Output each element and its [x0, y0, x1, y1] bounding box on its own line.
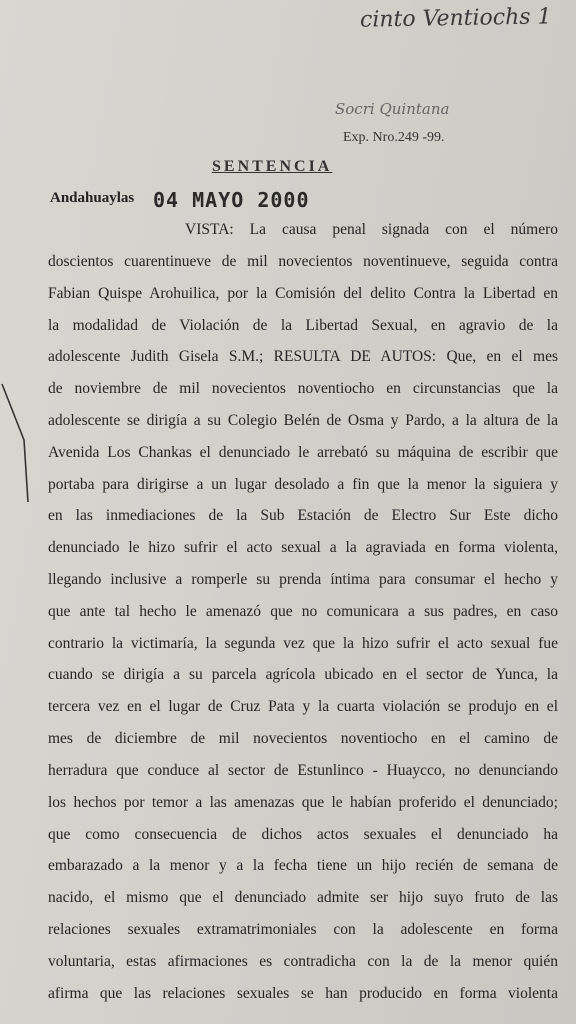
body-line: tercera vez en el lugar de Cruz Pata y la cuarta violación se produjo en el	[48, 698, 558, 715]
body-line: VISTA: La causa penal signada con el número	[185, 221, 558, 238]
body-line: los hechos por temor a las amenazas que le habían proferido el denunciado;	[48, 794, 558, 811]
body-line: de noviembre de mil novecientos noventiocho en circunstancias que la	[48, 380, 558, 397]
body-line: cuando se dirigía a su parcela agrícola ubicado en el sector de Yunca, la	[48, 666, 558, 683]
body-line: que como consecuencia de dichos actos sexuales el denunciado ha	[48, 826, 558, 843]
body-line: Fabian Quispe Arohuilica, por la Comisión del delito Contra la Libertad en	[48, 285, 558, 302]
body-line: herradura que conduce al sector de Estunlinco - Huaycco, no denunciando	[48, 762, 558, 779]
date-stamp: 04 MAYO 2000	[153, 188, 310, 212]
handwritten-signature-note: Socri Quintana	[335, 100, 450, 118]
body-line: relaciones sexuales extramatrimoniales con la adolescente en forma	[48, 921, 558, 938]
handwritten-page-number: cinto Ventiochs 1	[359, 4, 552, 33]
body-line: adolescente se dirigía a su Colegio Belén de Osma y Pardo, a la altura de la	[48, 412, 558, 429]
body-line: adolescente Judith Gisela S.M.; RESULTA DE AUTOS: Que, en el mes	[48, 348, 558, 365]
body-line: contrario la victimaría, la segunda vez que la hizo sufrir el acto sexual fue	[48, 635, 558, 652]
document-title: SENTENCIA	[212, 158, 333, 175]
body-line: voluntaria, estas afirmaciones es contradicha con la de la menor quién	[48, 953, 558, 970]
body-line: portaba para dirigirse a un lugar desolado a fin que la menor la siguiera y	[48, 476, 558, 493]
body-line: afirma que las relaciones sexuales se han producido en forma violenta	[48, 985, 558, 1002]
body-line: Avenida Los Chankas el denunciado le arrebató su máquina de escribir que	[48, 444, 558, 461]
body-line: llegando inclusive a romperle su prenda íntima para consumar el hecho y	[48, 571, 558, 588]
margin-pen-mark	[0, 380, 40, 510]
body-line: la modalidad de Violación de la Libertad Sexual, en agravio de la	[48, 317, 558, 334]
body-line: doscientos cuarentinueve de mil novecientos noventinueve, seguida contra	[48, 253, 558, 270]
body-line: que ante tal hecho le amenazó que no comunicara a sus padres, en caso	[48, 603, 558, 620]
expediente-number: Exp. Nro.249 -99.	[343, 130, 445, 145]
body-line: mes de diciembre de mil novecientos noventiocho en el camino de	[48, 730, 558, 747]
place-name: Andahuaylas	[50, 190, 135, 206]
body-line: en las inmediaciones de la Sub Estación de Electro Sur Este dicho	[48, 507, 558, 524]
body-line: nacido, el mismo que el denunciado admite ser hijo suyo fruto de las	[48, 889, 558, 906]
body-line: embarazado a la menor y a la fecha tiene un hijo recién de semana de	[48, 857, 558, 874]
body-line: denunciado le hizo sufrir el acto sexual a la agraviada en forma violenta,	[48, 539, 558, 556]
